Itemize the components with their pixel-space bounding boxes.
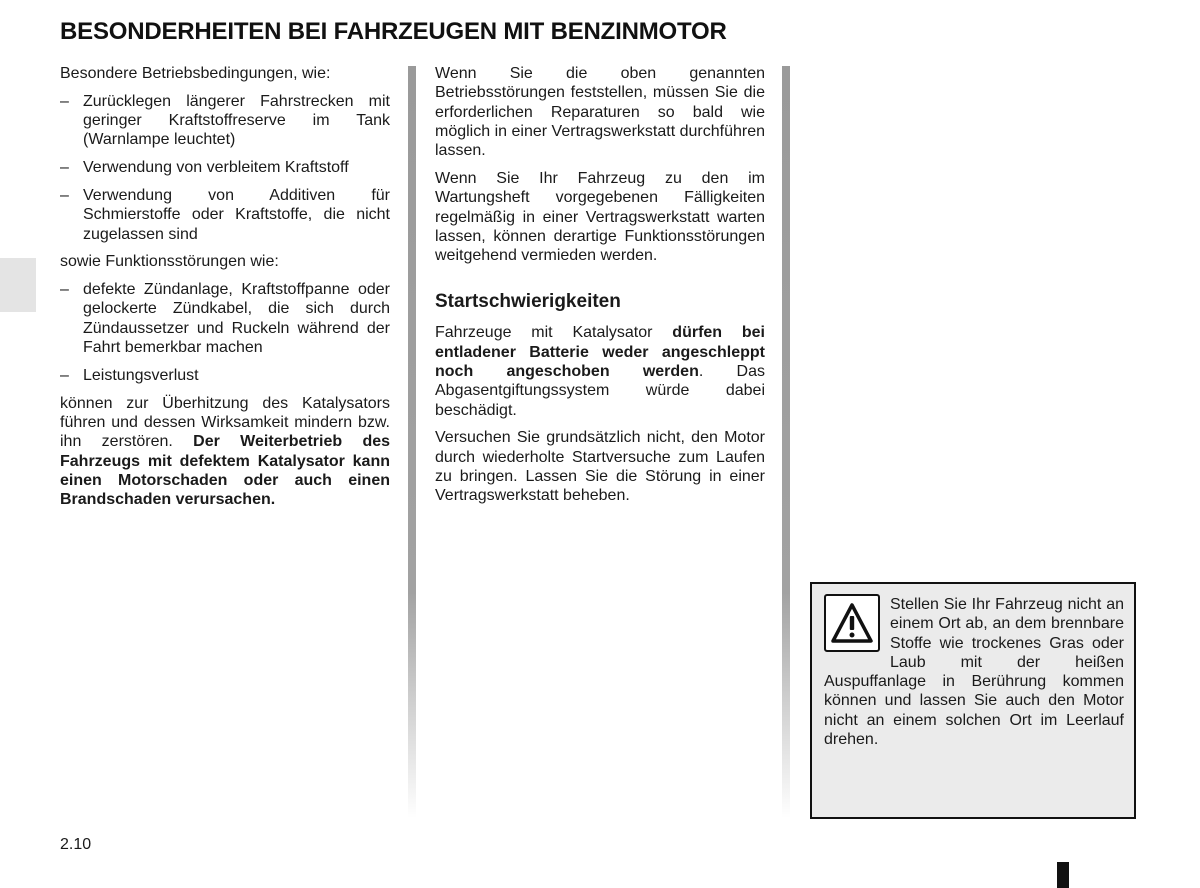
page-title: BESONDERHEITEN BEI FAHRZEUGEN MIT BENZINMOTOR [60,18,727,45]
page-edge-marker [1057,862,1069,888]
dash-bullet: – [60,186,69,204]
list-item [60,366,390,385]
list-item [60,186,390,244]
list-item [60,280,390,357]
conditions-intro: Besondere Betriebsbedingungen, wie: [60,65,331,82]
dash-bullet: – [60,366,69,384]
consequence-warning-bold: Der Weiterbetrieb des Fahrzeugs mit defektem Katalysator kann einen Motorschaden oder auch einen Brandschaden verursachen. [60,433,391,509]
list-item-text: Leistungsverlust [83,366,199,384]
list-item-text: Zurücklegen längerer Fahrstrecken mit geringer Kraftstoffreserve im Tank (Warnlampe leuchtet) [83,92,390,149]
malfunctions-intro: sowie Funktionsstörungen wie: [60,253,279,271]
chapter-tab [0,258,36,312]
column-divider [782,66,790,818]
warning-triangle-icon [824,594,880,652]
start-attempts-paragraph: Versuchen Sie grundsätzlich nicht, den Motor durch wiederholte Startversuche zum Laufen zu bringen. Lassen Sie die Störung in einer Vertragswerkstatt beheben. [435,429,765,505]
consequence-text: können zur Überhitzung des Katalysators führen und dessen Wirksamkeit mindern bzw. ihn zerstören. [60,394,390,451]
catalyst-paragraph [435,323,765,419]
repair-paragraph: Wenn Sie die oben genannten Betriebsstörungen feststellen, müssen Sie die erforderlichen Reparaturen so bald wie möglich in einer Vertragswerkstatt durchführen lassen. [435,65,765,160]
warning-box [810,582,1136,819]
dash-bullet: – [60,159,69,177]
catalyst-text-end: . Das Abgasentgiftungssystem würde dabei beschädigt. [435,363,765,419]
list-item [60,158,390,177]
column-left [60,64,390,518]
page-number: 2.10 [60,836,92,853]
list-item [60,92,390,150]
column-divider [408,66,416,818]
catalyst-text-bold: dürfen bei entladener Batterie weder angeschleppt noch angeschoben werden [435,324,765,381]
warning-text: Stellen Sie Ihr Fahrzeug nicht an einem Ort ab, an dem brennbare Stoffe wie trockenes Gras oder Laub mit der heißen Auspuffanlage in Berührung kommen können und lassen Sie auch den Motor nicht an einem solchen Ort im Leerlauf drehen. [824,596,1124,749]
dash-bullet: – [60,281,69,299]
list-item-text: defekte Zündanlage, Kraftstoffpanne oder gelockerte Zündkabel, die sich durch Zündaussetzer und Ruckeln während der Fahrt bemerkbar machen [83,281,390,357]
list-item-text: Verwendung von verbleitem Kraftstoff [83,159,349,177]
list-item-text: Verwendung von Additiven für Schmierstoffe oder Kraftstoffe, die nicht zugelassen sind [83,186,390,243]
section-heading-start-difficulties: Startschwierigkeiten [435,291,621,313]
column-middle [435,64,765,514]
catalyst-text-start: Fahrzeuge mit Katalysator [435,324,653,342]
maintenance-paragraph: Wenn Sie Ihr Fahrzeug zu den im Wartungsheft vorgegebenen Fälligkeiten regelmäßig in einer Vertragswerkstatt warten lassen, können derartige Funktionsstörungen weitgehend vermieden werden. [435,169,765,265]
dash-bullet: – [60,92,69,110]
consequence-paragraph [60,394,390,510]
